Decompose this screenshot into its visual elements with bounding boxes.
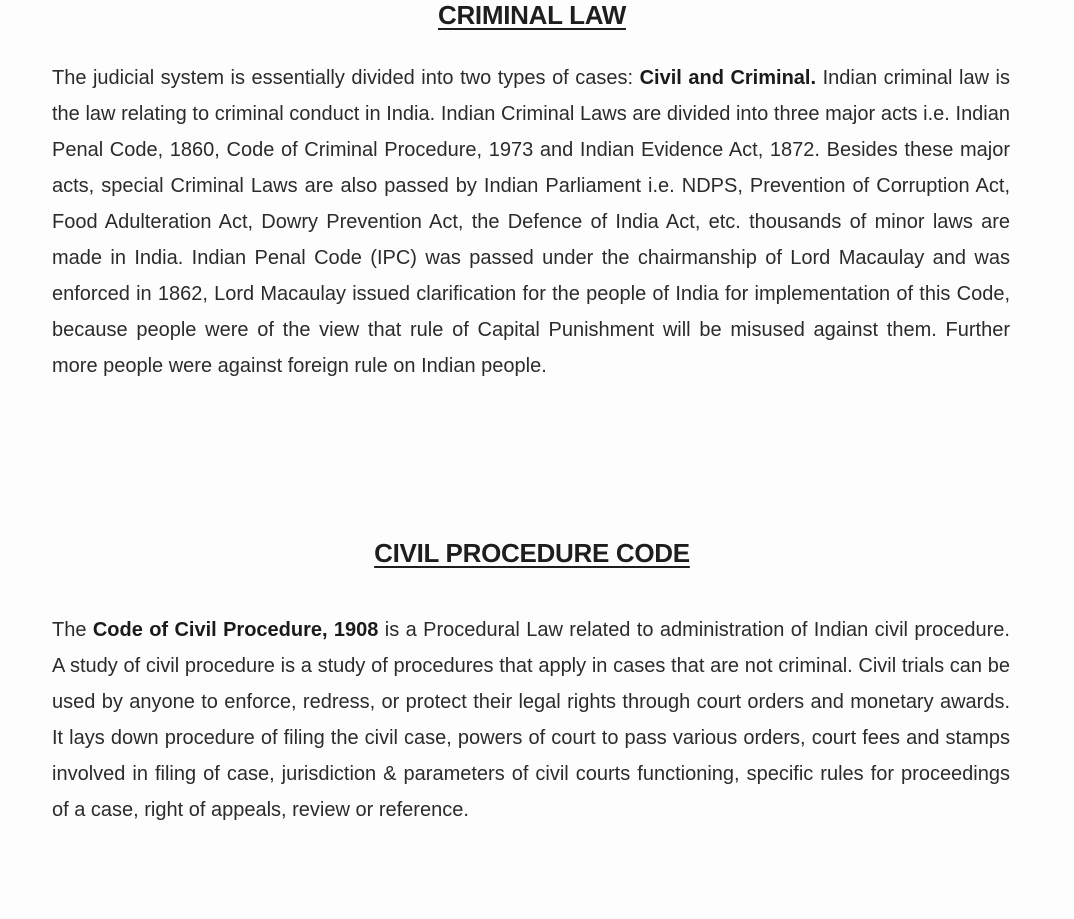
criminal-law-body: Indian criminal law is the law relating to criminal conduct in India. Indian Criminal Laws are divided into three major acts i.e. Indian Penal Code, 1860, Code of Criminal Procedure, 1973 and Indian Evidence Act, 1872. Besides these major acts, special Criminal Laws are also passed by Indian Parliament i.e. NDPS, Prevention of Corruption Act, Food Adulteration Act, Dowry Prevention Act, the Defence of India Act, etc. thousands of minor laws are made in India. Indian Penal Code (IPC) was passed under the chairmanship of Lord Macaulay and was enforced in 1862, Lord Macaulay issued clarification for the people of India for implementation of this Code, because people were of the view that rule of Capital Punishment will be misused against them. Further more people were against foreign rule on Indian people. (52, 67, 1010, 377)
case-types-bold: Civil and Criminal. (639, 67, 817, 89)
code-title-bold: Code of Civil Procedure, 1908 (92, 619, 379, 641)
criminal-law-heading: CRIMINAL LAW (437, 0, 626, 30)
civil-procedure-body: is a Procedural Law related to administration of Indian civil procedure. A study of civil procedure is a study of procedures that apply in cases that are not criminal. Civil trials can be used by anyone to enforce, redress, or protect their legal rights through court orders and monetary awards. It lays down procedure of filing the civil case, powers of court to pass various orders, court fees and stamps involved in filing of case, jurisdiction & parameters of civil courts functioning, specific rules for proceedings of a case, right of appeals, review or reference. (52, 619, 1010, 821)
civil-procedure-heading: CIVIL PROCEDURE CODE (374, 538, 690, 568)
civil-procedure-paragraph (52, 612, 1010, 828)
criminal-law-paragraph (52, 60, 1010, 384)
civil-procedure-intro: The (52, 619, 93, 641)
criminal-law-intro: The judicial system is essentially divided into two types of cases: (52, 67, 640, 89)
